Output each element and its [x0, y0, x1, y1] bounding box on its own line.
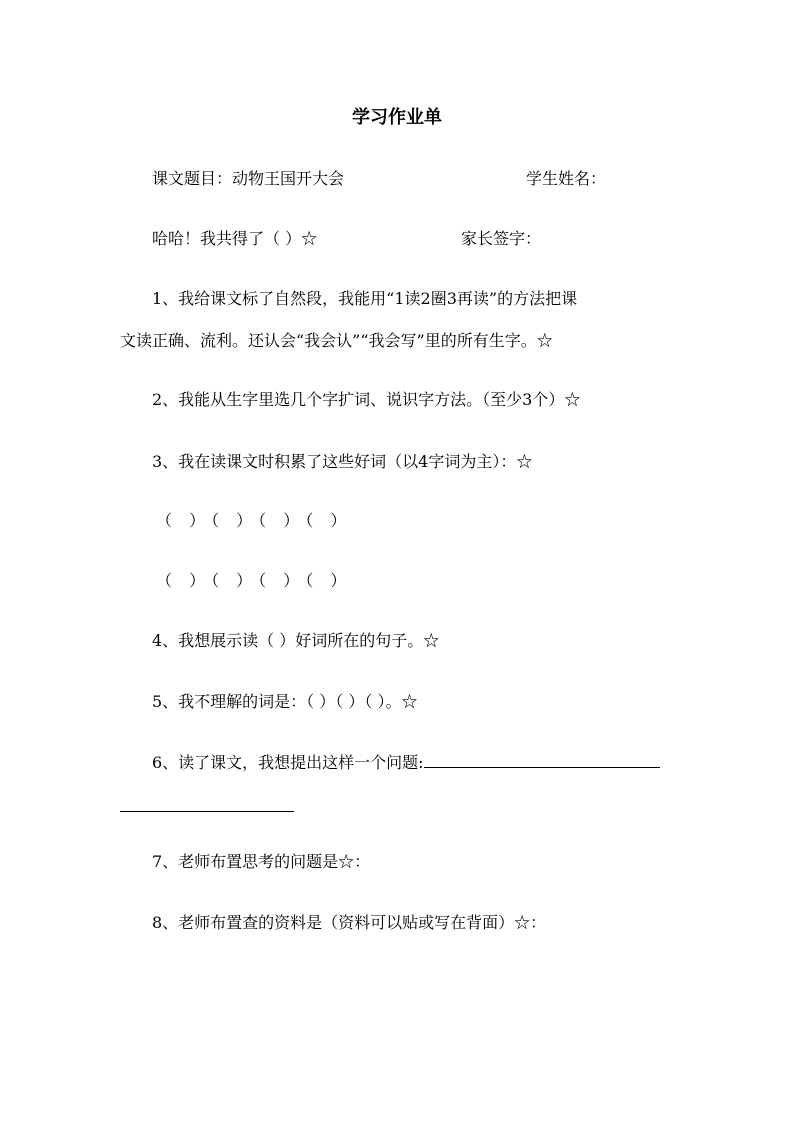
student-name-label: 学生姓名： — [526, 169, 607, 188]
item-6-answer-line — [424, 753, 660, 768]
item-5: 5、我不理解的词是：（ ）（ ）（ ）。☆ — [152, 692, 418, 711]
item-1-line-2: 文读正确、流利。还认会“我会认”“我会写”里的所有生字。☆ — [120, 331, 553, 350]
item-8: 8、老师布置查的资料是（资料可以贴或写在背面）☆： — [152, 913, 547, 932]
item-7: 7、老师布置思考的问题是☆： — [152, 852, 371, 871]
page-title: 学习作业单 — [352, 107, 442, 128]
item-3-blanks-row-2: （ ）（ ）（ ）（ ） — [156, 571, 353, 590]
item-6 — [152, 752, 660, 774]
item-1-line-1: 1、我给课文标了自然段，我能用“1读2圈3再读”的方法把课 — [152, 289, 578, 308]
item-6-answer-line-continued — [120, 811, 294, 812]
parent-signature-label: 家长签字： — [461, 229, 542, 248]
item-4: 4、我想展示读（ ）好词所在的句子。☆ — [152, 631, 440, 650]
item-3-blanks-row-1: （ ）（ ）（ ）（ ） — [156, 511, 353, 530]
item-2: 2、我能从生字里选几个字扩词、说识字方法。（至少3个）☆ — [152, 390, 581, 409]
item-3: 3、我在读课文时积累了这些好词（以4字词为主）：☆ — [152, 452, 533, 471]
item-6-text: 6、读了课文，我想提出这样一个问题: — [152, 753, 424, 772]
score-label: 哈哈！我共得了（ ）☆ — [152, 229, 318, 248]
lesson-title-label: 课文题目：动物王国开大会 — [152, 169, 345, 188]
